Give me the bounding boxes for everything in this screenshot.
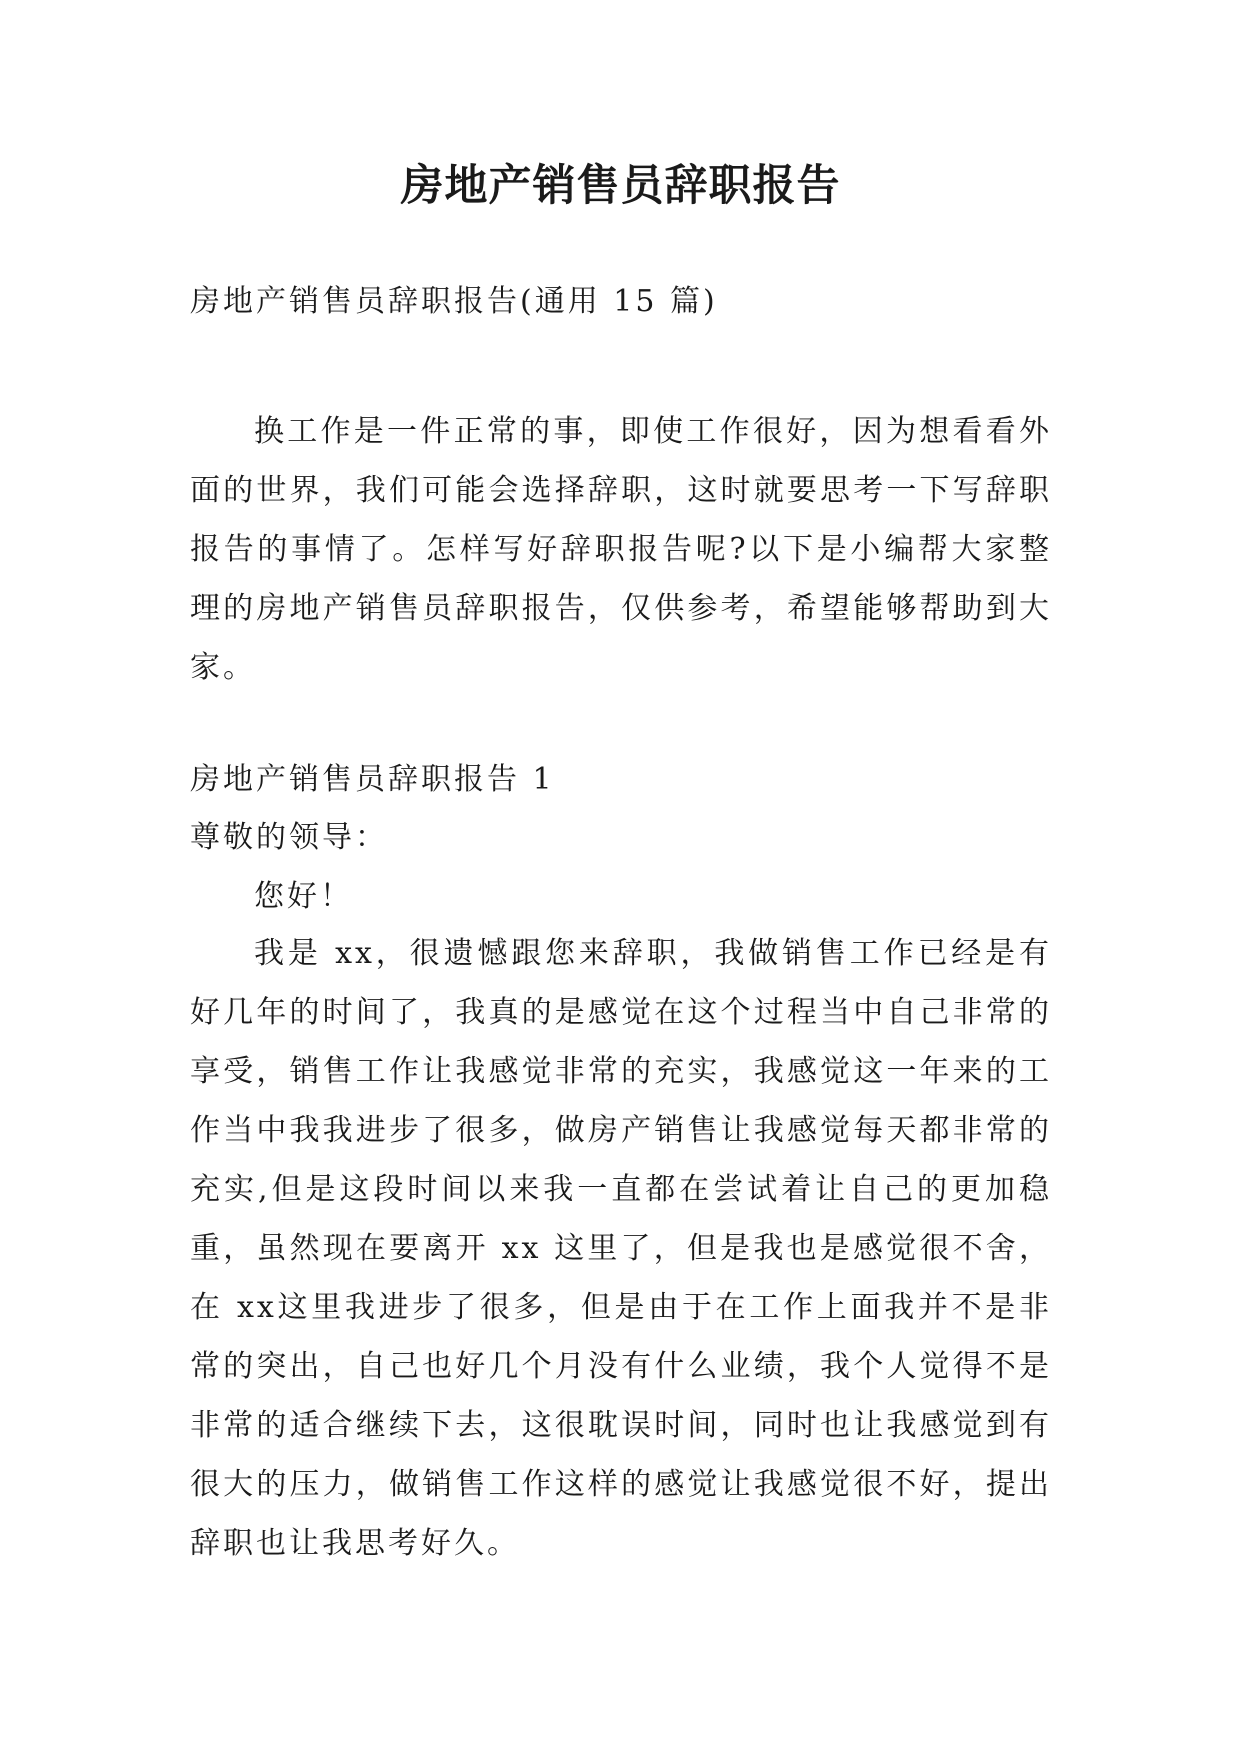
document-subtitle: 房地产销售员辞职报告(通用 15 篇) (190, 284, 718, 319)
salutation: 尊敬的领导： (190, 820, 388, 855)
greeting: 您好！ (254, 879, 353, 914)
body-paragraph: 我是 xx，很遗憾跟您来辞职，我做销售工作已经是有好几年的时间了，我真的是感觉在这个过程当中自己非常的享受，销售工作让我感觉非常的充实，我感觉这一年来的工作当中我我进步了很多，做房产销售让我感觉每天都非常的充实,但是这段时间以来我一直都在尝试着让自己的更加稳重，虽然现在要离开 xx 这里了，但是我也是感觉很不舍，在 xx这里我进步了很多，但是由于在工作上面我并不是非常的突出，自己也好几个月没有什么业绩，我个人觉得不是非常的适合继续下去，这很耽误时间，同时也让我感觉到有很大的压力，做销售工作这样的感觉让我感觉很不好，提出辞职也让我思考好久。 (190, 936, 1052, 1561)
document-title: 房地产销售员辞职报告 (400, 161, 841, 211)
section-heading: 房地产销售员辞职报告 1 (190, 762, 555, 797)
intro-paragraph: 换工作是一件正常的事，即使工作很好，因为想看看外面的世界，我们可能会选择辞职，这时就要思考一下写辞职报告的事情了。怎样写好辞职报告呢?以下是小编帮大家整理的房地产销售员辞职报告，仅供参考，希望能够帮助到大家。 (190, 414, 1052, 685)
